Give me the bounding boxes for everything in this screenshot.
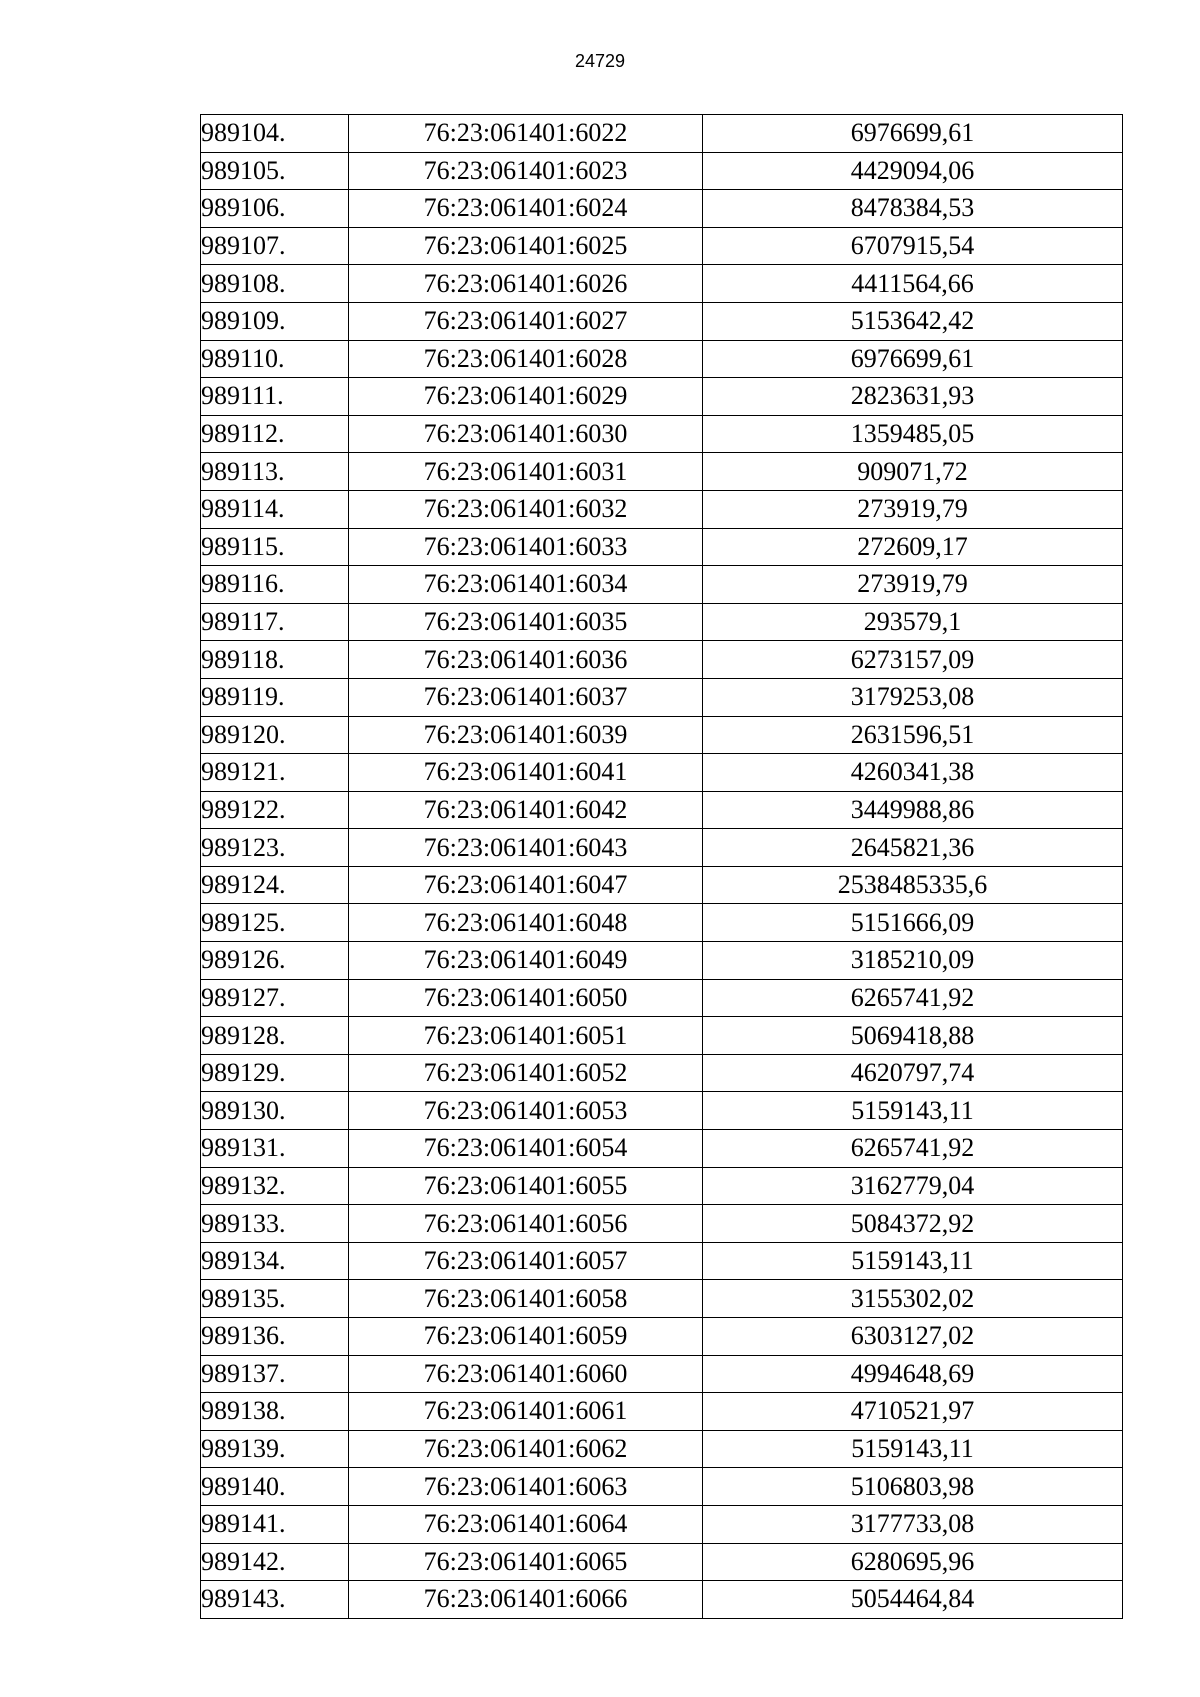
row-number-cell: 989125. <box>201 904 349 942</box>
table-row <box>201 1430 1123 1468</box>
table-row <box>201 265 1123 303</box>
value-cell: 5159143,11 <box>703 1242 1123 1280</box>
table-row <box>201 791 1123 829</box>
row-number-cell: 989136. <box>201 1318 349 1356</box>
cadastral-number-cell: 76:23:061401:6055 <box>349 1167 703 1205</box>
cadastral-number-cell: 76:23:061401:6033 <box>349 528 703 566</box>
row-number-cell: 989104. <box>201 115 349 153</box>
value-cell: 6265741,92 <box>703 979 1123 1017</box>
registry-table-body <box>201 115 1123 1619</box>
value-cell: 6976699,61 <box>703 340 1123 378</box>
cadastral-number-cell: 76:23:061401:6025 <box>349 227 703 265</box>
cadastral-number-cell: 76:23:061401:6053 <box>349 1092 703 1130</box>
table-row <box>201 904 1123 942</box>
table-row <box>201 1468 1123 1506</box>
value-cell: 5069418,88 <box>703 1017 1123 1055</box>
cadastral-number-cell: 76:23:061401:6039 <box>349 716 703 754</box>
row-number-cell: 989142. <box>201 1543 349 1581</box>
table-row <box>201 490 1123 528</box>
table-row <box>201 1393 1123 1431</box>
cadastral-number-cell: 76:23:061401:6047 <box>349 866 703 904</box>
cadastral-number-cell: 76:23:061401:6065 <box>349 1543 703 1581</box>
table-row <box>201 1581 1123 1619</box>
cadastral-number-cell: 76:23:061401:6049 <box>349 942 703 980</box>
table-row <box>201 378 1123 416</box>
cadastral-number-cell: 76:23:061401:6064 <box>349 1505 703 1543</box>
cadastral-number-cell: 76:23:061401:6063 <box>349 1468 703 1506</box>
table-row <box>201 528 1123 566</box>
value-cell: 5159143,11 <box>703 1430 1123 1468</box>
table-row <box>201 115 1123 153</box>
row-number-cell: 989123. <box>201 829 349 867</box>
row-number-cell: 989131. <box>201 1130 349 1168</box>
row-number-cell: 989111. <box>201 378 349 416</box>
table-row <box>201 1355 1123 1393</box>
row-number-cell: 989127. <box>201 979 349 1017</box>
cadastral-number-cell: 76:23:061401:6054 <box>349 1130 703 1168</box>
value-cell: 2538485335,6 <box>703 866 1123 904</box>
value-cell: 5054464,84 <box>703 1581 1123 1619</box>
registry-table <box>200 114 1123 1619</box>
table-row <box>201 678 1123 716</box>
value-cell: 4710521,97 <box>703 1393 1123 1431</box>
cadastral-number-cell: 76:23:061401:6057 <box>349 1242 703 1280</box>
table-row <box>201 1017 1123 1055</box>
table-row <box>201 1280 1123 1318</box>
table-row <box>201 1205 1123 1243</box>
row-number-cell: 989120. <box>201 716 349 754</box>
table-row <box>201 190 1123 228</box>
table-row <box>201 152 1123 190</box>
cadastral-number-cell: 76:23:061401:6060 <box>349 1355 703 1393</box>
row-number-cell: 989119. <box>201 678 349 716</box>
table-row <box>201 603 1123 641</box>
table-row <box>201 754 1123 792</box>
table-row <box>201 227 1123 265</box>
row-number-cell: 989139. <box>201 1430 349 1468</box>
row-number-cell: 989116. <box>201 566 349 604</box>
row-number-cell: 989138. <box>201 1393 349 1431</box>
row-number-cell: 989143. <box>201 1581 349 1619</box>
row-number-cell: 989121. <box>201 754 349 792</box>
value-cell: 2645821,36 <box>703 829 1123 867</box>
row-number-cell: 989140. <box>201 1468 349 1506</box>
table-row <box>201 453 1123 491</box>
value-cell: 6265741,92 <box>703 1130 1123 1168</box>
table-row <box>201 302 1123 340</box>
table-row <box>201 566 1123 604</box>
value-cell: 273919,79 <box>703 566 1123 604</box>
page-number: 24729 <box>574 51 626 71</box>
row-number-cell: 989106. <box>201 190 349 228</box>
cadastral-number-cell: 76:23:061401:6023 <box>349 152 703 190</box>
cadastral-number-cell: 76:23:061401:6061 <box>349 1393 703 1431</box>
row-number-cell: 989130. <box>201 1092 349 1130</box>
table-row <box>201 716 1123 754</box>
value-cell: 6280695,96 <box>703 1543 1123 1581</box>
cadastral-number-cell: 76:23:061401:6051 <box>349 1017 703 1055</box>
row-number-cell: 989124. <box>201 866 349 904</box>
cadastral-number-cell: 76:23:061401:6048 <box>349 904 703 942</box>
table-row <box>201 1505 1123 1543</box>
table-row <box>201 979 1123 1017</box>
cadastral-number-cell: 76:23:061401:6062 <box>349 1430 703 1468</box>
value-cell: 6273157,09 <box>703 641 1123 679</box>
row-number-cell: 989126. <box>201 942 349 980</box>
cadastral-number-cell: 76:23:061401:6042 <box>349 791 703 829</box>
row-number-cell: 989113. <box>201 453 349 491</box>
cadastral-number-cell: 76:23:061401:6029 <box>349 378 703 416</box>
row-number-cell: 989115. <box>201 528 349 566</box>
value-cell: 4260341,38 <box>703 754 1123 792</box>
value-cell: 293579,1 <box>703 603 1123 641</box>
value-cell: 2631596,51 <box>703 716 1123 754</box>
cadastral-number-cell: 76:23:061401:6043 <box>349 829 703 867</box>
row-number-cell: 989107. <box>201 227 349 265</box>
table-row <box>201 942 1123 980</box>
value-cell: 6976699,61 <box>703 115 1123 153</box>
value-cell: 3185210,09 <box>703 942 1123 980</box>
value-cell: 5106803,98 <box>703 1468 1123 1506</box>
table-row <box>201 1130 1123 1168</box>
cadastral-number-cell: 76:23:061401:6052 <box>349 1054 703 1092</box>
row-number-cell: 989141. <box>201 1505 349 1543</box>
value-cell: 5159143,11 <box>703 1092 1123 1130</box>
value-cell: 8478384,53 <box>703 190 1123 228</box>
table-row <box>201 1167 1123 1205</box>
table-row <box>201 1543 1123 1581</box>
row-number-cell: 989137. <box>201 1355 349 1393</box>
value-cell: 4620797,74 <box>703 1054 1123 1092</box>
cadastral-number-cell: 76:23:061401:6041 <box>349 754 703 792</box>
value-cell: 6303127,02 <box>703 1318 1123 1356</box>
table-row <box>201 829 1123 867</box>
table-row <box>201 1242 1123 1280</box>
cadastral-number-cell: 76:23:061401:6034 <box>349 566 703 604</box>
row-number-cell: 989108. <box>201 265 349 303</box>
cadastral-number-cell: 76:23:061401:6056 <box>349 1205 703 1243</box>
cadastral-number-cell: 76:23:061401:6059 <box>349 1318 703 1356</box>
row-number-cell: 989122. <box>201 791 349 829</box>
row-number-cell: 989109. <box>201 302 349 340</box>
value-cell: 4429094,06 <box>703 152 1123 190</box>
value-cell: 4411564,66 <box>703 265 1123 303</box>
row-number-cell: 989105. <box>201 152 349 190</box>
cadastral-number-cell: 76:23:061401:6031 <box>349 453 703 491</box>
cadastral-number-cell: 76:23:061401:6058 <box>349 1280 703 1318</box>
value-cell: 3162779,04 <box>703 1167 1123 1205</box>
value-cell: 6707915,54 <box>703 227 1123 265</box>
table-row <box>201 866 1123 904</box>
table-row <box>201 340 1123 378</box>
value-cell: 3177733,08 <box>703 1505 1123 1543</box>
row-number-cell: 989112. <box>201 415 349 453</box>
row-number-cell: 989114. <box>201 490 349 528</box>
cadastral-number-cell: 76:23:061401:6050 <box>349 979 703 1017</box>
row-number-cell: 989110. <box>201 340 349 378</box>
table-row <box>201 1092 1123 1130</box>
cadastral-number-cell: 76:23:061401:6028 <box>349 340 703 378</box>
cadastral-number-cell: 76:23:061401:6037 <box>349 678 703 716</box>
cadastral-number-cell: 76:23:061401:6022 <box>349 115 703 153</box>
cadastral-number-cell: 76:23:061401:6027 <box>349 302 703 340</box>
table-row <box>201 415 1123 453</box>
cadastral-number-cell: 76:23:061401:6035 <box>349 603 703 641</box>
value-cell: 5084372,92 <box>703 1205 1123 1243</box>
cadastral-number-cell: 76:23:061401:6032 <box>349 490 703 528</box>
table-row <box>201 641 1123 679</box>
value-cell: 909071,72 <box>703 453 1123 491</box>
value-cell: 3449988,86 <box>703 791 1123 829</box>
value-cell: 4994648,69 <box>703 1355 1123 1393</box>
cadastral-number-cell: 76:23:061401:6030 <box>349 415 703 453</box>
row-number-cell: 989129. <box>201 1054 349 1092</box>
cadastral-number-cell: 76:23:061401:6066 <box>349 1581 703 1619</box>
row-number-cell: 989118. <box>201 641 349 679</box>
value-cell: 272609,17 <box>703 528 1123 566</box>
row-number-cell: 989135. <box>201 1280 349 1318</box>
table-row <box>201 1054 1123 1092</box>
row-number-cell: 989133. <box>201 1205 349 1243</box>
value-cell: 1359485,05 <box>703 415 1123 453</box>
cadastral-number-cell: 76:23:061401:6036 <box>349 641 703 679</box>
cadastral-number-cell: 76:23:061401:6024 <box>349 190 703 228</box>
row-number-cell: 989117. <box>201 603 349 641</box>
value-cell: 273919,79 <box>703 490 1123 528</box>
table-row <box>201 1318 1123 1356</box>
value-cell: 5151666,09 <box>703 904 1123 942</box>
cadastral-number-cell: 76:23:061401:6026 <box>349 265 703 303</box>
value-cell: 5153642,42 <box>703 302 1123 340</box>
value-cell: 3155302,02 <box>703 1280 1123 1318</box>
row-number-cell: 989132. <box>201 1167 349 1205</box>
row-number-cell: 989128. <box>201 1017 349 1055</box>
row-number-cell: 989134. <box>201 1242 349 1280</box>
value-cell: 3179253,08 <box>703 678 1123 716</box>
value-cell: 2823631,93 <box>703 378 1123 416</box>
